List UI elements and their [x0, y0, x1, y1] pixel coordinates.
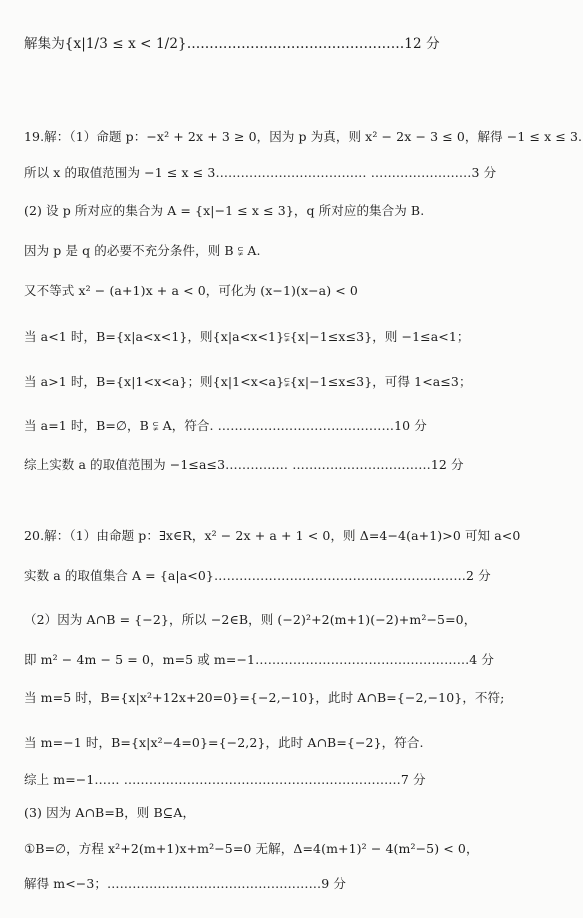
q19-part1-line: 19.解：（1）命题 p：−x² + 2x + 3 ≥ 0，因为 p 为真，则 x² − 2x − 3 ≤ 0，解得 −1 ≤ x ≤ 3. — [24, 129, 583, 144]
q20-empty-set-line: ①B=∅，方程 x²+2(m+1)x+m²−5=0 无解，Δ=4(m+1)² − 4(m²−5) < 0， — [24, 841, 479, 856]
q20-conclusion-line: 综上 m=−1…… …………………………………………………………7 分 — [24, 772, 426, 787]
q20-case-m-neg1-line: 当 m=−1 时，B={x|x²−4=0}={−2,2}，此时 A∩B={−2}，符合. — [24, 735, 424, 750]
q20-result-line: 解得 m<−3；……………………………………………9 分 — [24, 876, 346, 891]
q20-case-m5-line: 当 m=5 时，B={x|x²+12x+20=0}={−2,−10}，此时 A∩B={−2,−10}，不符; — [24, 690, 505, 705]
q20-part3-line: (3) 因为 A∩B=B，则 B⊆A， — [24, 805, 196, 820]
q19-case-a-greater-1-line: 当 a>1 时，B={x|1<x<a}；则{x|1<x<a}⫋{x|−1≤x≤3}，可得 1<a≤3； — [24, 374, 472, 389]
solution-set-line: 解集为{x|1/3 ≤ x < 1/2}…………………………………………12 分 — [24, 36, 440, 52]
q19-inequality-line: 又不等式 x² − (a+1)x + a < 0，可化为 (x−1)(x−a) < 0 — [24, 283, 358, 298]
q19-conclusion-line: 综上实数 a 的取值范围为 −1≤a≤3…………… ……………………………12 分 — [24, 457, 464, 472]
q19-part2-sets-line: (2) 设 p 所对应的集合为 A = {x|−1 ≤ x ≤ 3}，q 所对应的集合为 B. — [24, 203, 425, 218]
q19-range-line: 所以 x 的取值范围为 −1 ≤ x ≤ 3……………………………… ……………………3 分 — [24, 165, 497, 180]
q19-condition-line: 因为 p 是 q 的必要不充分条件，则 B ⫋ A. — [24, 243, 261, 258]
q20-set-a-line: 实数 a 的取值集合 A = {a|a<0}……………………………………………………2 分 — [24, 568, 491, 583]
q20-part2-line: （2）因为 A∩B = {−2}，所以 −2∈B，则 (−2)²+2(m+1)(−2)+m²−5=0， — [24, 612, 477, 627]
q19-case-a-equals-1-line: 当 a=1 时，B=∅，B ⫋ A，符合. ……………………………………10 分 — [24, 418, 427, 433]
q20-part1-line: 20.解：（1）由命题 p：∃x∈R，x² − 2x + a + 1 < 0，则 Δ=4−4(a+1)>0 可知 a<0 — [24, 528, 521, 543]
q19-case-a-less-1-line: 当 a<1 时，B={x|a<x<1}，则{x|a<x<1}⫋{x|−1≤x≤3}，则 −1≤a<1； — [24, 329, 470, 344]
q20-equation-line: 即 m² − 4m − 5 = 0，m=5 或 m=−1……………………………………………4 分 — [24, 652, 495, 667]
